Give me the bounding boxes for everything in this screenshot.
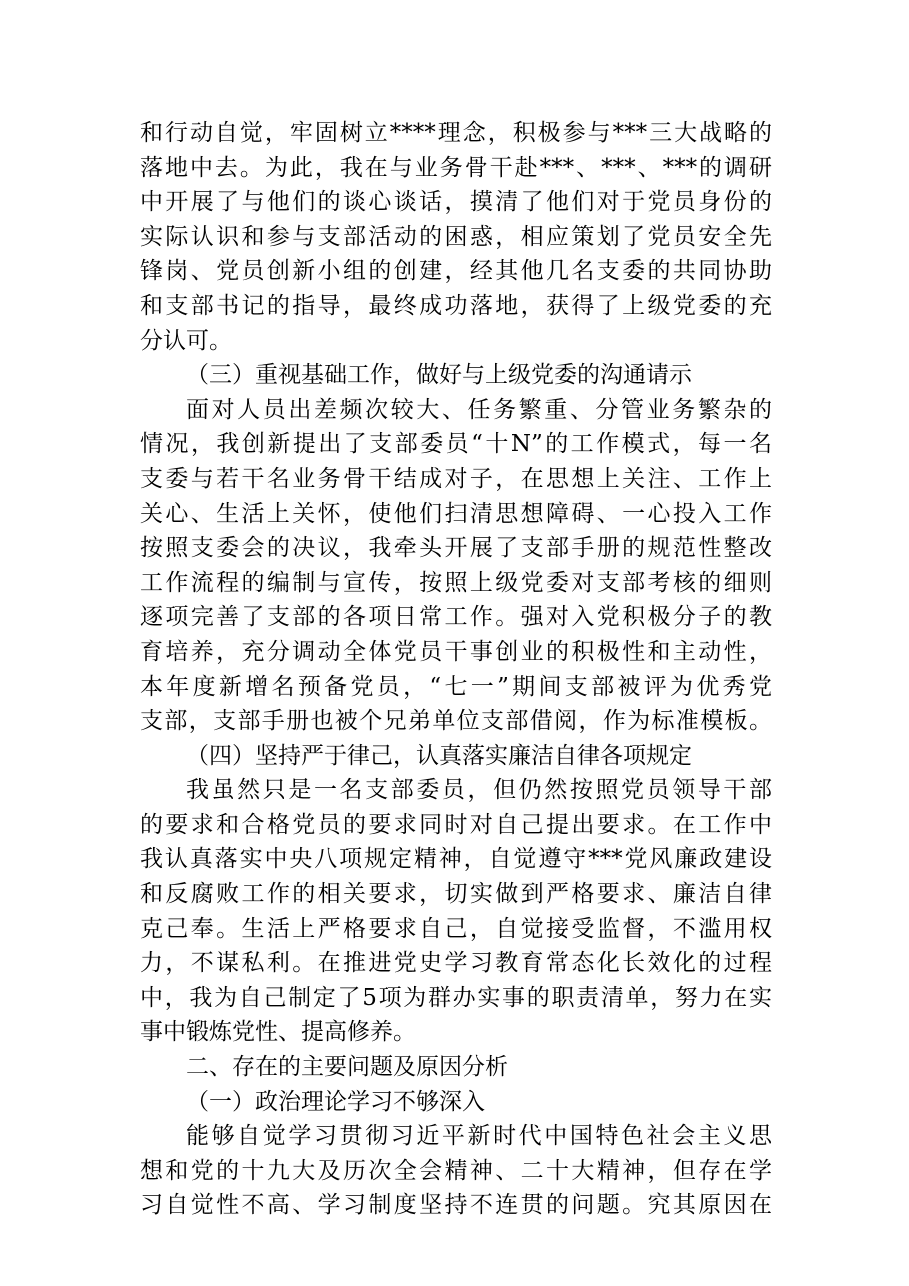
text-line: 逐项完善了支部的各项日常工作。强对入党积极分子的教 — [140, 604, 772, 631]
text-line: 能够自觉学习贯彻习近平新时代中国特色社会主义思 — [186, 1123, 772, 1150]
text-line: 中，我为自己制定了5项为群办实事的职责清单，努力在实 — [140, 984, 772, 1011]
text-line: 我认真落实中央八项规定精神，自觉遵守***党风廉政建设 — [140, 846, 772, 873]
text-line: 的要求和合格党员的要求同时对自己提出要求。在工作中 — [140, 811, 772, 838]
text-line: 和反腐败工作的相关要求，切实做到严格要求、廉洁自律 — [140, 881, 772, 908]
text-line: 按照支委会的决议，我牵头开展了支部手册的规范性整改 — [140, 535, 772, 562]
text-line: （三）重视基础工作，做好与上级党委的沟通请示 — [186, 362, 692, 389]
text-line: 事中锻炼党性、提高修养。 — [140, 1019, 416, 1046]
text-line: 支委与若干名业务骨干结成对子，在思想上关注、工作上 — [140, 465, 772, 492]
text-line: 二、存在的主要问题及原因分析 — [186, 1054, 508, 1081]
text-line: 和支部书记的指导，最终成功落地，获得了上级党委的充 — [140, 292, 772, 319]
text-line: 克己奉。生活上严格要求自己，自觉接受监督，不滥用权 — [140, 915, 772, 942]
text-line: （一）政治理论学习不够深入 — [186, 1088, 485, 1115]
document-body — [140, 116, 772, 1223]
text-line: 分认可。 — [140, 327, 232, 354]
text-line: 工作流程的编制与宣传，按照上级党委对支部考核的细则 — [140, 569, 772, 596]
text-line: 情况，我创新提出了支部委员“十N”的工作模式，每一名 — [140, 431, 772, 458]
text-line: 想和党的十九大及历次全会精神、二十大精神，但存在学 — [140, 1157, 772, 1184]
text-line: 落地中去。为此，我在与业务骨干赴***、***、***的调研 — [140, 154, 772, 181]
text-line: 中开展了与他们的谈心谈话，摸清了他们对于党员身份的 — [140, 189, 772, 216]
text-line: 面对人员出差频次较大、任务繁重、分管业务繁杂的 — [186, 396, 772, 423]
text-line: 支部，支部手册也被个兄弟单位支部借阅，作为标准模板。 — [140, 708, 772, 735]
text-line: 我虽然只是一名支部委员，但仍然按照党员领导干部 — [186, 777, 772, 804]
text-line: 育培养，充分调动全体党员干事创业的积极性和主动性， — [140, 638, 772, 665]
text-line: 习自觉性不高、学习制度坚持不连贯的问题。究其原因在 — [140, 1192, 772, 1219]
text-line: 本年度新增名预备党员，“七一”期间支部被评为优秀党 — [140, 673, 772, 700]
text-line: 和行动自觉，牢固树立****理念，积极参与***三大战略的 — [140, 120, 772, 146]
text-line: 力，不谋私利。在推进党史学习教育常态化长效化的过程 — [140, 950, 772, 977]
text-line: 实际认识和参与支部活动的困惑，相应策划了党员安全先 — [140, 223, 772, 250]
text-line: 关心、生活上关怀，使他们扫清思想障碍、一心投入工作 — [140, 500, 772, 527]
text-line: （四）坚持严于律己，认真落实廉洁自律各项规定 — [186, 742, 692, 769]
text-line: 锋岗、党员创新小组的创建，经其他几名支委的共同协助 — [140, 258, 772, 285]
